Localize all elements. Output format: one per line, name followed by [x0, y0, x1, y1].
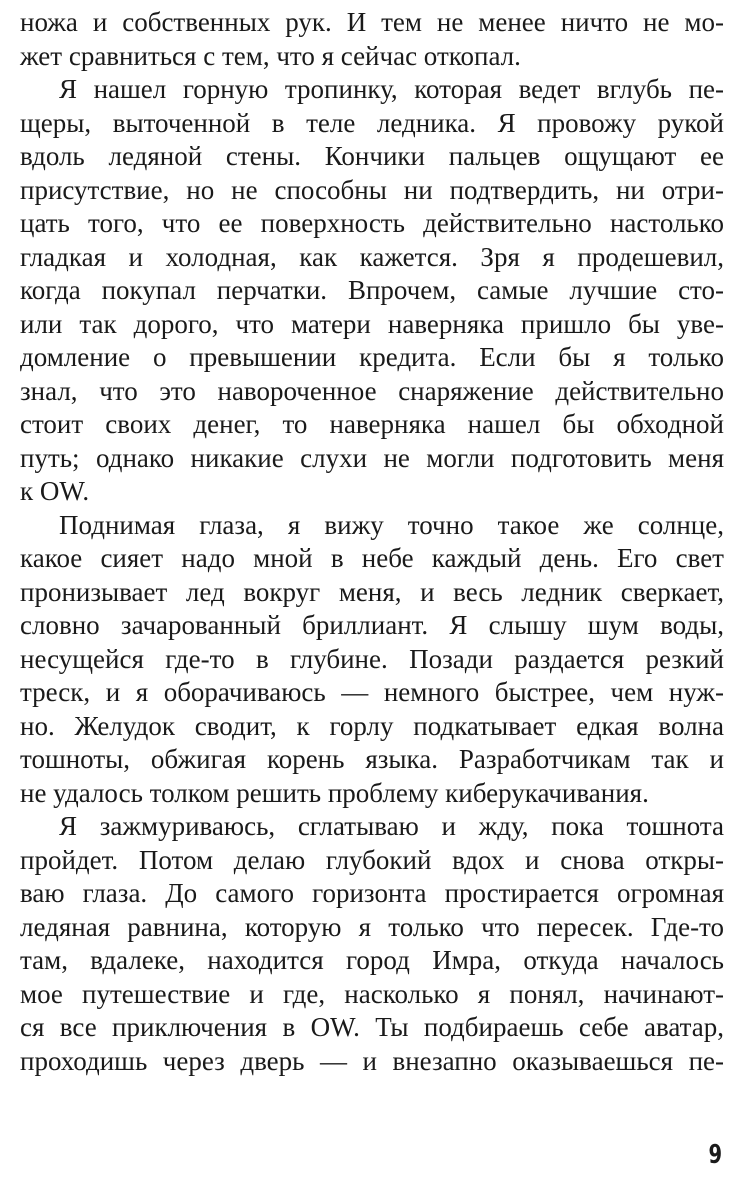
text-line: пронизывает лед вокруг меня, и весь ледник сверкает,: [20, 576, 724, 607]
text-line: проходишь через дверь — и внезапно оказываешься пе-: [20, 1045, 724, 1076]
text-line: там, вдалеке, находится город Имра, откуда началось: [20, 945, 724, 975]
text-line: Я нашел горную тропинку, которая ведет вглубь пе-: [59, 74, 724, 104]
text-line: гладкая и холодная, как кажется. Зря я продешевил,: [20, 241, 724, 272]
text-line: Поднимая глаза, я вижу точно такое же солнце,: [59, 509, 724, 540]
text-line: тошноты, обжигая корень языка. Разработчикам так и: [20, 744, 724, 774]
text-line: щеры, выточенной в теле ледника. Я провожу рукой: [20, 107, 724, 138]
text-line: ся все приключения в OW. Ты подбираешь себе аватар,: [20, 1012, 724, 1042]
text-line: не удалось толком решить проблему киберукачивания.: [20, 777, 649, 808]
text-line: ножа и собственных рук. И тем не менее ничто не мо-: [20, 7, 724, 37]
text-line: цать того, что ее поверхность действительно настолько: [20, 208, 724, 238]
text-line: Я зажмуриваюсь, сглатываю и жду, пока тошнота: [59, 811, 724, 841]
text-line: или так дорого, что матери наверняка пришло бы уве-: [20, 308, 724, 339]
text-line: треск, и я оборачиваюсь — немного быстрее, чем нуж-: [20, 677, 724, 707]
text-line: несущейся где-то в глубине. Позади раздается резкий: [20, 643, 724, 674]
text-line: ваю глаза. До самого горизонта простирается огромная: [20, 878, 724, 908]
text-line: когда покупал перчатки. Впрочем, самые лучшие сто-: [20, 275, 724, 305]
body-text: [20, 6, 724, 1078]
text-line: какое сияет надо мной в небе каждый день. Его свет: [20, 543, 724, 573]
text-line: к OW.: [20, 476, 90, 506]
text-line: ледяная равнина, которую я только что пересек. Где-то: [20, 911, 724, 942]
text-line: мое путешествие и где, насколько я понял, начинают-: [20, 978, 724, 1009]
text-line: путь; однако никакие слухи не могли подготовить меня: [20, 442, 724, 473]
text-line: стоит своих денег, то наверняка нашел бы обходной: [20, 409, 724, 439]
page-number: 9: [708, 1140, 722, 1170]
text-line: жет сравниться с тем, что я сейчас откопал.: [20, 40, 521, 71]
text-line: словно зачарованный бриллиант. Я слышу шум воды,: [20, 610, 724, 640]
text-line: присутствие, но не способны ни подтвердить, ни отри-: [20, 174, 724, 205]
text-line: но. Желудок сводит, к горлу подкатывает едкая волна: [20, 710, 724, 741]
text-line: знал, что это навороченное снаряжение действительно: [20, 375, 724, 406]
text-line: пройдет. Потом делаю глубокий вдох и снова откры-: [20, 844, 724, 875]
text-line: домление о превышении кредита. Если бы я только: [20, 342, 724, 372]
text-line: вдоль ледяной стены. Кончики пальцев ощущают ее: [20, 141, 724, 171]
